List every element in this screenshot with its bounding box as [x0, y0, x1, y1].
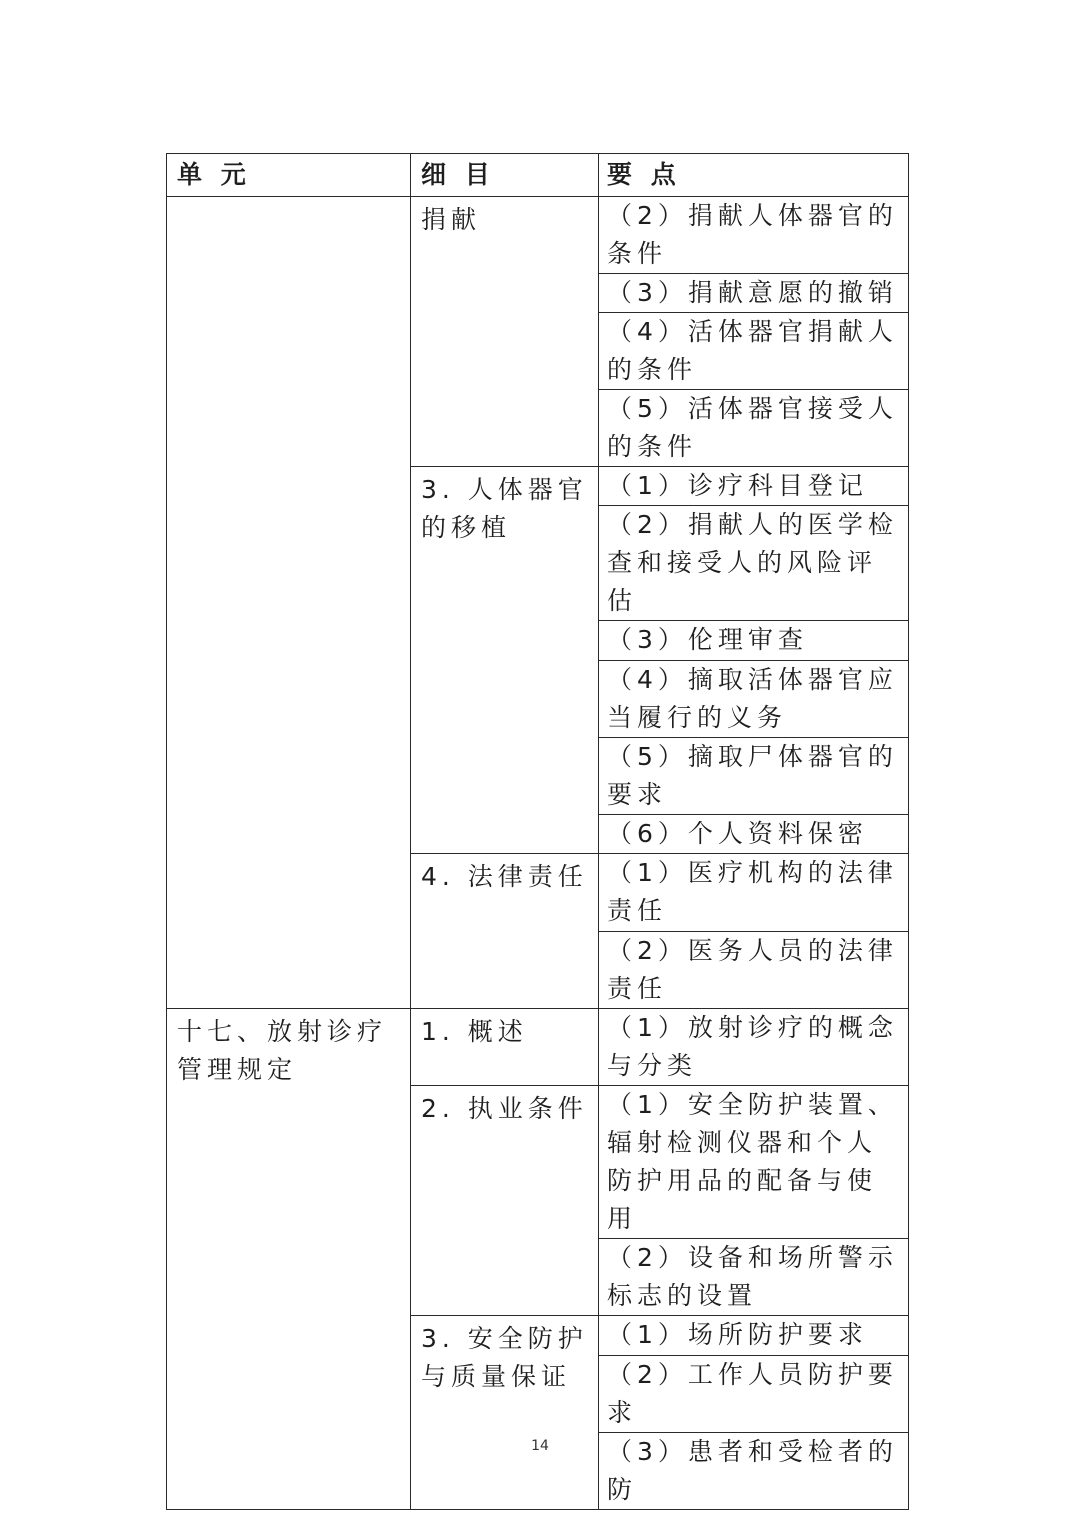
point-cell: （2）设备和场所警示标志的设置: [599, 1239, 909, 1316]
item-cell: 捐献: [411, 197, 599, 467]
point-cell: （2）捐献人体器官的条件: [599, 197, 909, 274]
item-cell: 4. 法律责任: [411, 854, 599, 1009]
item-cell: 3. 安全防护与质量保证: [411, 1316, 599, 1510]
point-cell: （1）场所防护要求: [599, 1316, 909, 1356]
point-cell: （3）患者和受检者的防: [599, 1433, 909, 1510]
table-row: [167, 1009, 909, 1086]
unit-cell: [167, 197, 411, 1009]
point-cell: （3）捐献意愿的撤销: [599, 274, 909, 313]
point-cell: （2）捐献人的医学检查和接受人的风险评估: [599, 506, 909, 621]
point-cell: （2）工作人员防护要求: [599, 1356, 909, 1433]
regulation-table: [166, 153, 909, 1510]
header-item: 细 目: [411, 154, 599, 197]
point-cell: （1）安全防护装置、辐射检测仪器和个人防护用品的配备与使用: [599, 1086, 909, 1239]
table-header-row: [167, 154, 909, 197]
page-number: 14: [531, 1438, 549, 1454]
point-cell: （1）放射诊疗的概念与分类: [599, 1009, 909, 1086]
point-cell: （5）摘取尸体器官的要求: [599, 738, 909, 815]
item-cell: 2. 执业条件: [411, 1086, 599, 1316]
table-row: [167, 197, 909, 274]
point-cell: （4）摘取活体器官应当履行的义务: [599, 661, 909, 738]
point-cell: （6）个人资料保密: [599, 815, 909, 854]
unit-cell: 十七、放射诊疗管理规定: [167, 1009, 411, 1510]
point-cell: （1）医疗机构的法律责任: [599, 854, 909, 932]
point-cell: （2）医务人员的法律责任: [599, 932, 909, 1009]
point-cell: （3）伦理审查: [599, 621, 909, 661]
point-cell: （1）诊疗科目登记: [599, 467, 909, 506]
item-cell: 3. 人体器官的移植: [411, 467, 599, 854]
point-cell: （5）活体器官接受人的条件: [599, 390, 909, 467]
header-points: 要 点: [599, 154, 909, 197]
point-cell: （4）活体器官捐献人的条件: [599, 313, 909, 390]
item-cell: 1. 概述: [411, 1009, 599, 1086]
header-unit: 单 元: [167, 154, 411, 197]
